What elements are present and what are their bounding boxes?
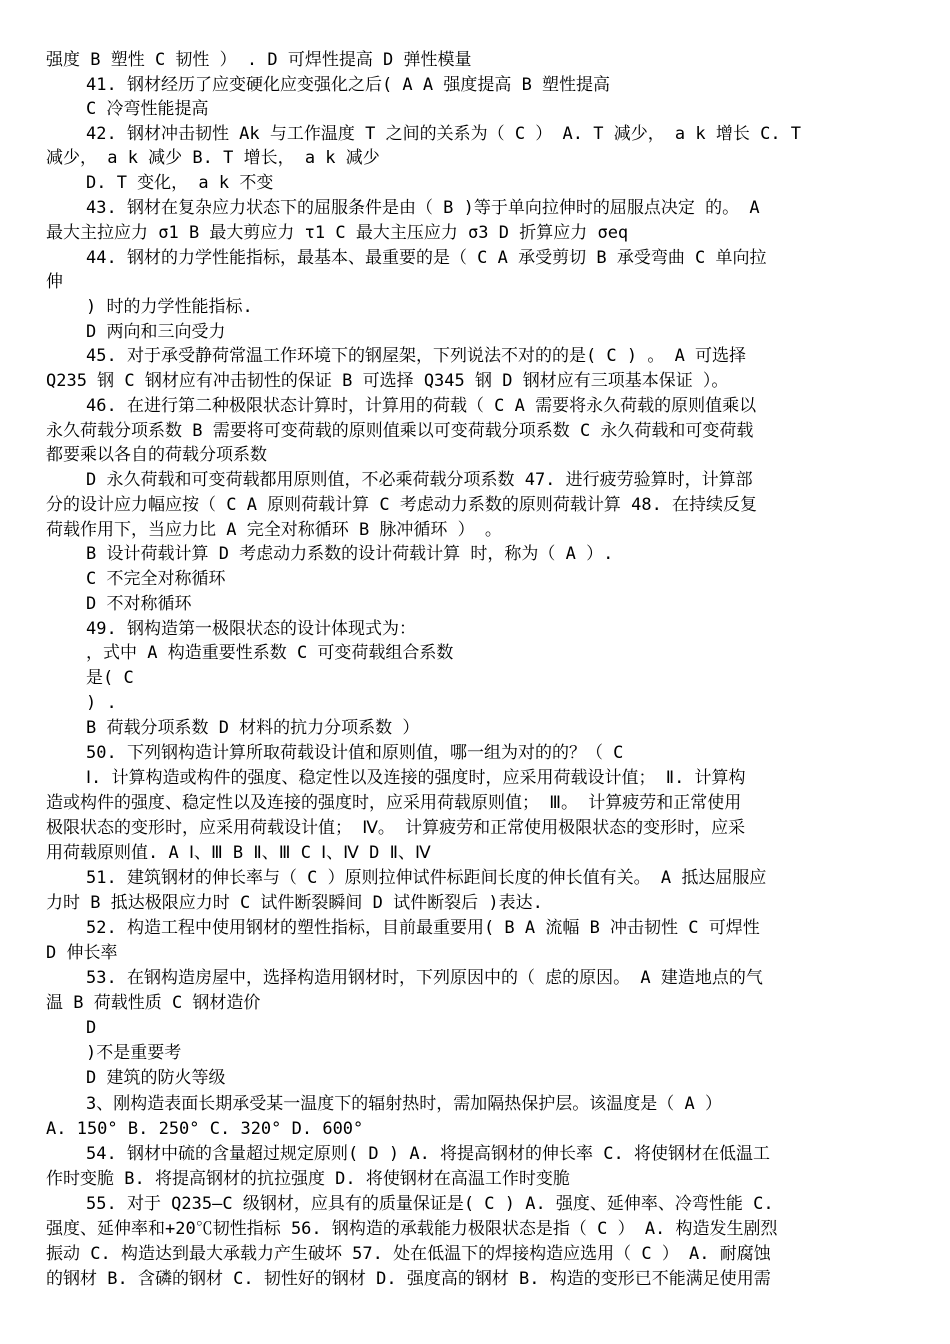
text-line: 49. 钢构造第一极限状态的设计体现式为： <box>86 619 416 639</box>
text-line: B 设计荷载计算 D 考虑动力系数的设计荷载计算 时，称为（ A ）. <box>86 544 614 564</box>
text-line: D <box>86 1018 97 1038</box>
text-line: 分的设计应力幅应按（ C A 原则荷载计算 C 考虑动力系数的原则荷载计算 48. 在持续反复 <box>46 495 758 515</box>
text-line: C 冷弯性能提高 <box>86 99 209 119</box>
text-line: D 建筑的防火等级 <box>86 1068 226 1088</box>
text-line: 42. 钢材冲击韧性 Ak 与工作温度 T 之间的关系为（ C ） A. T 减少， a k 增长 C. T <box>86 124 802 144</box>
text-line: 是( C <box>86 668 134 688</box>
text-line: Q235 钢 C 钢材应有冲击韧性的保证 B 可选择 Q345 钢 D 钢材应有三项基本保证 ）。 <box>46 371 729 391</box>
text-line: 温 B 荷载性质 C 钢材造价 <box>46 993 261 1013</box>
text-line: D. T 变化， a k 不变 <box>86 173 274 193</box>
text-line: 54. 钢材中硫的含量超过规定原则( D ) A. 将提高钢材的伸长率 C. 将使钢材在低温工 <box>86 1144 770 1164</box>
text-line: A. 150° B. 250° C. 320° D. 600° <box>46 1119 364 1139</box>
text-line: 55. 对于 Q235—C 级钢材，应具有的质量保证是( C ) A. 强度、延伸率、冷弯性能 C. <box>86 1194 774 1214</box>
text-line: 永久荷载分项系数 B 需要将可变荷载的原则值乘以可变荷载分项系数 C 永久荷载和可变荷载 <box>46 421 754 441</box>
text-line: 50. 下列钢构造计算所取荷载设计值和原则值，哪一组为对的的？（ C <box>86 743 624 763</box>
text-line: 强度 B 塑性 C 韧性 ） . D 可焊性提高 D 弹性模量 <box>46 50 472 70</box>
text-line: 53. 在钢构造房屋中，选择构造用钢材时，下列原因中的（ 虑的原因。 A 建造地点的气 <box>86 968 763 988</box>
text-line: 45. 对于承受静荷常温工作环境下的钢屋架，下列说法不对的的是( C ) 。 A 可选择 <box>86 346 747 366</box>
text-line: 51. 建筑钢材的伸长率与（ C ）原则拉伸试件标距间长度的伸长值有关。 A 抵达屈服应 <box>86 868 767 888</box>
text-line: D 伸长率 <box>46 943 118 963</box>
text-line: 的钢材 B. 含磷的钢材 C. 韧性好的钢材 D. 强度高的钢材 B. 构造的变形已不能满足使用需 <box>46 1269 771 1289</box>
text-line: 用荷载原则值. A Ⅰ、Ⅲ B Ⅱ、Ⅲ C Ⅰ、Ⅳ D Ⅱ、Ⅳ <box>46 843 431 863</box>
text-line: 作时变脆 B. 将提高钢材的抗拉强度 D. 将使钢材在高温工作时变脆 <box>46 1169 570 1189</box>
text-line: 荷载作用下，当应力比 A 完全对称循环 B 脉冲循环 ） 。 <box>46 520 502 540</box>
text-line: D 永久荷载和可变荷载都用原则值，不必乘荷载分项系数 47. 进行疲劳验算时，计算部 <box>86 470 753 490</box>
text-line: 都要乘以各自的荷载分项系数 <box>46 445 267 465</box>
text-line: 强度、延伸率和+20℃韧性指标 56. 钢构造的承载能力极限状态是指（ C ） A. 构造发生剧烈 <box>46 1219 778 1239</box>
text-line: 伸 <box>46 272 63 292</box>
text-line: 3、刚构造表面长期承受某一温度下的辐射热时，需加隔热保护层。该温度是（ A ） <box>86 1094 722 1114</box>
text-line: )不是重要考 <box>86 1043 182 1063</box>
text-line: 46. 在进行第二种极限状态计算时，计算用的荷载（ C A 需要将永久荷载的原则值乘以 <box>86 396 757 416</box>
text-line: 造或构件的强度、稳定性以及连接的强度时，应采用荷载原则值； Ⅲ。 计算疲劳和正常使用 <box>46 793 742 813</box>
text-line: 52. 构造工程中使用钢材的塑性指标，目前最重要用( B A 流幅 B 冲击韧性 C 可焊性 <box>86 918 760 938</box>
text-line: D 两向和三向受力 <box>86 322 226 342</box>
text-line: D 不对称循环 <box>86 594 192 614</box>
text-line: 力时 B 抵达极限应力时 C 试件断裂瞬间 D 试件断裂后 )表达. <box>46 893 543 913</box>
text-line: 44. 钢材的力学性能指标，最基本、最重要的是（ C A 承受剪切 B 承受弯曲 C 单向拉 <box>86 248 767 268</box>
text-line: ) . <box>86 693 117 713</box>
text-line: ，式中 A 构造重要性系数 C 可变荷载组合系数 <box>86 643 454 663</box>
text-line: 减少， a k 减少 B. T 增长， a k 减少 <box>46 148 380 168</box>
text-line: 最大主拉应力 σ1 B 最大剪应力 τ1 C 最大主压应力 σ3 D 折算应力 σeq <box>46 223 629 243</box>
text-line: C 不完全对称循环 <box>86 569 226 589</box>
text-line: 振动 C. 构造达到最大承载力产生破坏 57. 处在低温下的焊接构造应选用（ C ） A. 耐腐蚀 <box>46 1244 771 1264</box>
text-line: Ⅰ. 计算构造或构件的强度、稳定性以及连接的强度时，应采用荷载设计值； Ⅱ. 计算构 <box>86 768 746 788</box>
text-line: ) 时的力学性能指标. <box>86 297 253 317</box>
text-line: 极限状态的变形时，应采用荷载设计值； Ⅳ。 计算疲劳和正常使用极限状态的变形时，应采 <box>46 818 746 838</box>
text-line: B 荷载分项系数 D 材料的抗力分项系数 ） <box>86 718 420 738</box>
text-line: 41. 钢材经历了应变硬化应变强化之后( A A 强度提高 B 塑性提高 <box>86 75 611 95</box>
text-line: 43. 钢材在复杂应力状态下的屈服条件是由（ B )等于单向拉伸时的屈服点决定 的。 A <box>86 198 760 218</box>
